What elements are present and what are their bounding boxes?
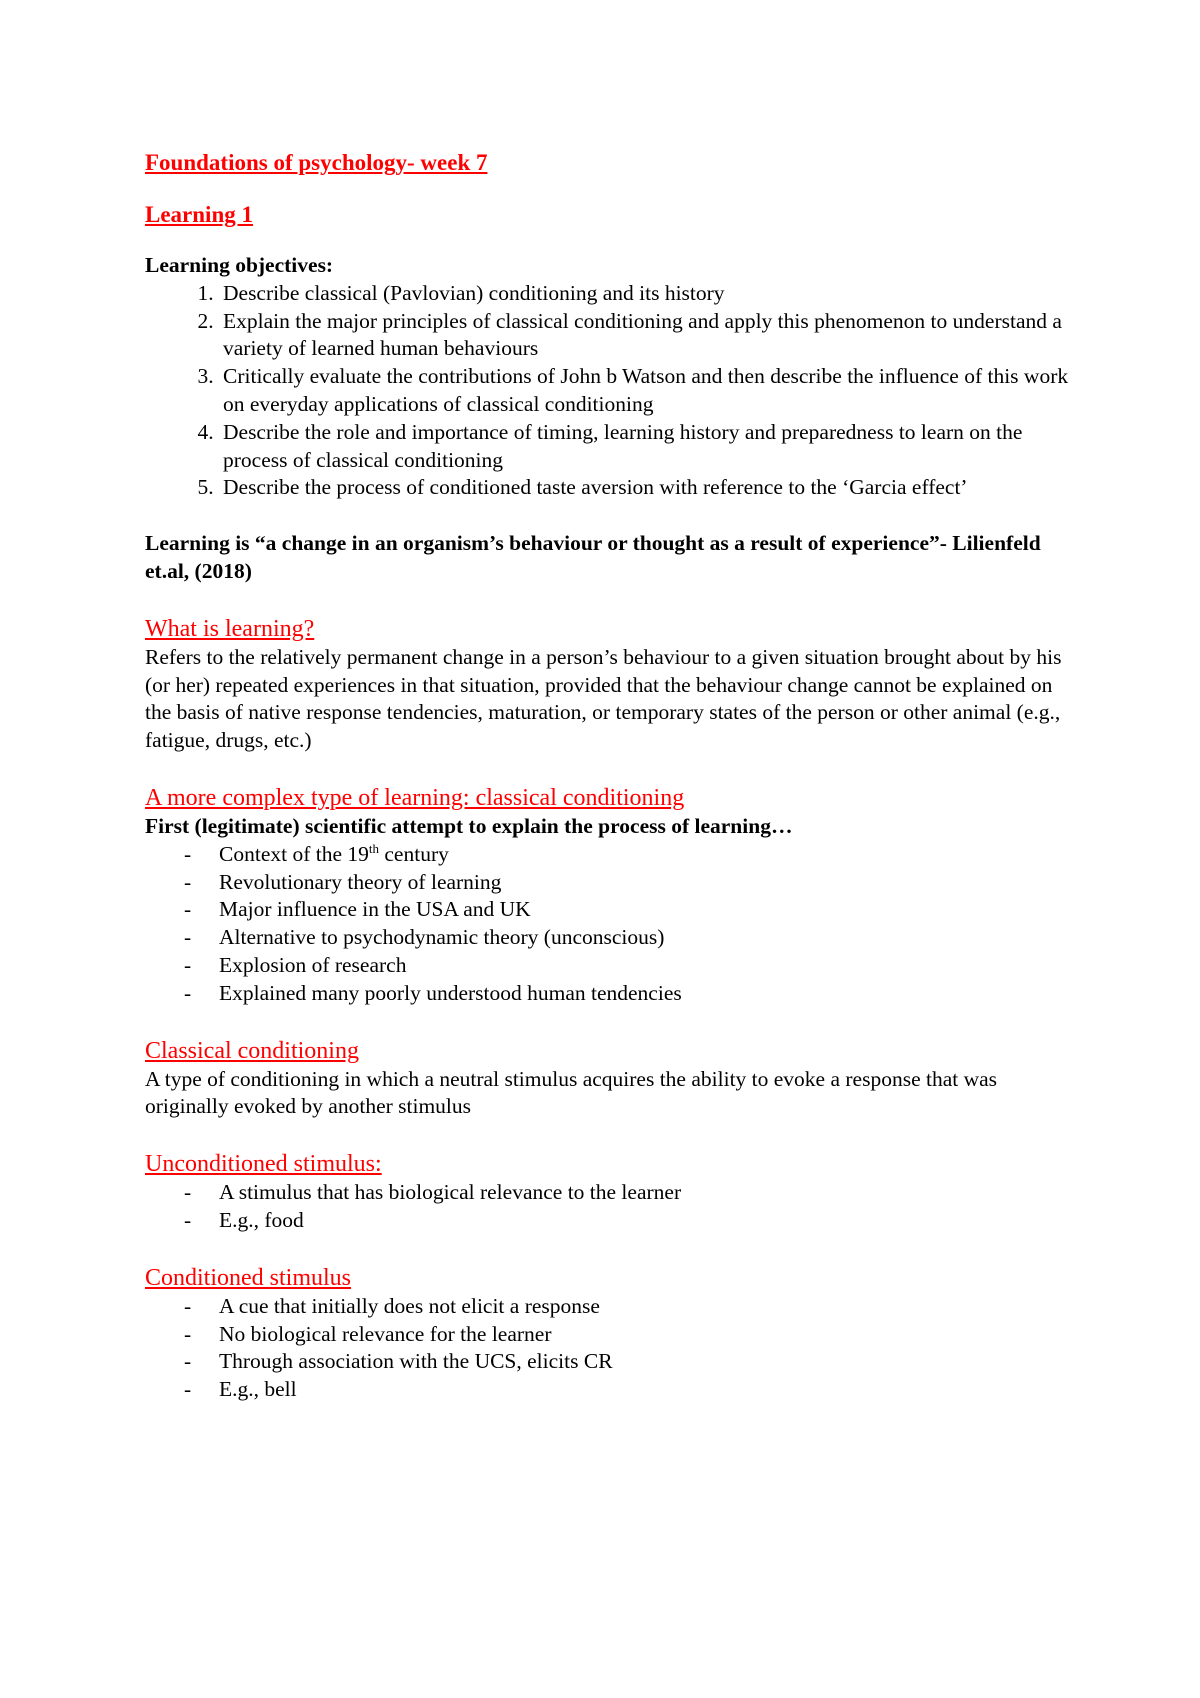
list-item: - Through association with the UCS, elicits CR [219,1348,1075,1376]
objective-item: 2. Explain the major principles of classical conditioning and apply this phenomenon to understand a variety of learned human behaviours [219,308,1075,364]
list-item: - E.g., food [219,1207,1075,1235]
classical-conditioning-heading: Classical conditioning [145,1037,359,1064]
superscript-th: th [368,840,380,856]
document-title: Foundations of psychology- week 7 [145,150,488,175]
classical-conditioning-body: A type of conditioning in which a neutral stimulus acquires the ability to evoke a response that was originally evoked by another stimulus [145,1066,998,1119]
complex-learning-heading: A more complex type of learning: classical conditioning [145,784,685,811]
objective-item: 4. Describe the role and importance of timing, learning history and preparedness to learn on the process of classical conditioning [219,419,1075,475]
conditioned-stimulus-heading: Conditioned stimulus [145,1264,352,1291]
document-subtitle: Learning 1 [145,202,253,227]
list-item: - Explained many poorly understood human tendencies [219,980,1075,1008]
what-is-learning-body: Refers to the relatively permanent change in a person’s behaviour to a given situation brought about by his (or her) repeated experiences in that situation, provided that the behaviour change cannot be explained on the basis of native response tendencies, maturation, or temporary states of the person or other animal (e.g., fatigue, drugs, etc.) [145,644,1062,753]
objectives-list [145,280,1075,502]
objective-item: 1. Describe classical (Pavlovian) conditioning and its history [219,280,1075,308]
objective-item: 3. Critically evaluate the contributions of John b Watson and then describe the influence of this work on everyday applications of classical conditioning [219,363,1075,419]
list-item: - Alternative to psychodynamic theory (unconscious) [219,924,1075,952]
what-is-learning-heading: What is learning? [145,615,315,642]
list-item: - Major influence in the USA and UK [219,896,1075,924]
list-item: - No biological relevance for the learner [219,1321,1075,1349]
conditioned-stimulus-list [145,1293,1075,1404]
objectives-label: Learning objectives: [145,253,334,277]
complex-learning-lead: First (legitimate) scientific attempt to explain the process of learning… [145,813,793,838]
list-item-text: Context of the 19 [219,841,369,866]
list-item: - E.g., bell [219,1376,1075,1404]
list-item: - A cue that initially does not elicit a response [219,1293,1075,1321]
objective-item: 5. Describe the process of conditioned taste aversion with reference to the ‘Garcia effect’ [219,474,1075,502]
unconditioned-stimulus-list [145,1179,1075,1235]
definition-quote: Learning is “a change in an organism’s behaviour or thought as a result of experience”- Lilienfeld et.al, (2018) [145,531,1041,583]
list-item-text: century [379,841,449,866]
list-item: - Explosion of research [219,952,1075,980]
complex-learning-list [145,841,1075,1008]
list-item: - Revolutionary theory of learning [219,869,1075,897]
list-item: - A stimulus that has biological relevance to the learner [219,1179,1075,1207]
unconditioned-stimulus-heading: Unconditioned stimulus: [145,1151,382,1178]
list-item [219,841,1075,869]
document-page [145,148,1075,1404]
